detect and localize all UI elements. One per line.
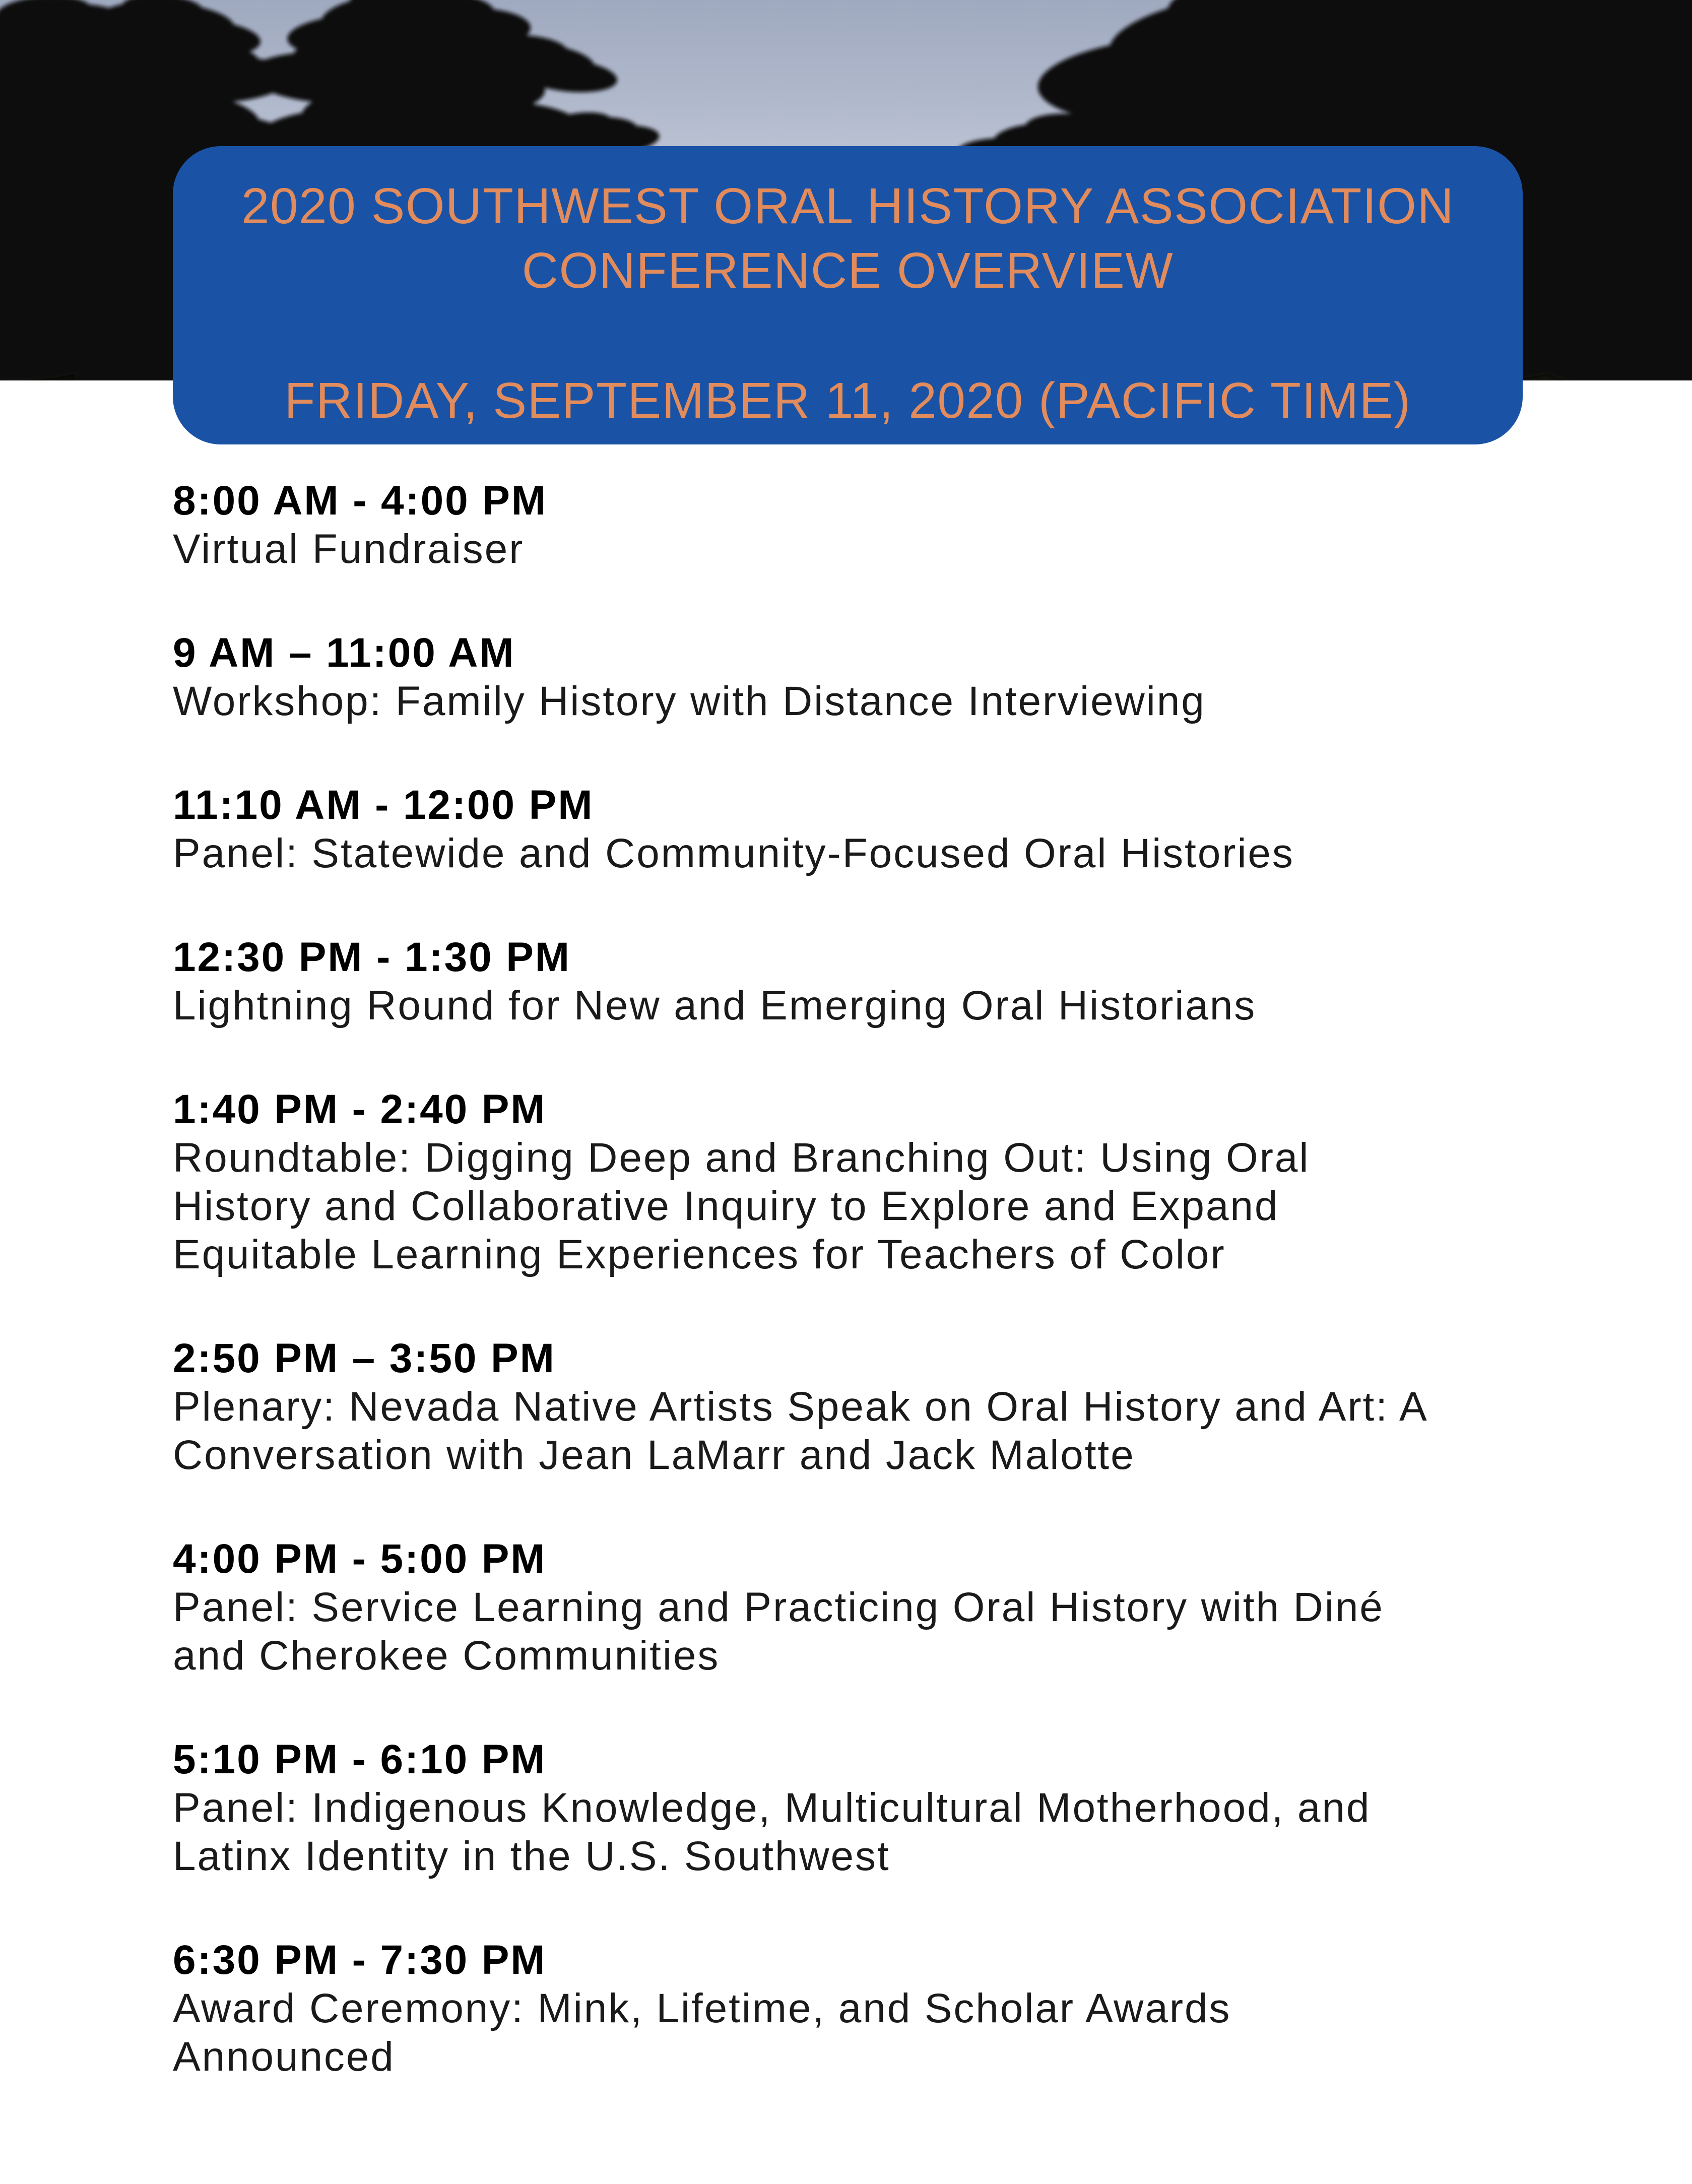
event-title-line: Plenary: Nevada Native Artists Speak on Oral History and Art: A [173,1384,1428,1430]
schedule-event [173,781,1553,878]
event-title-line: Conversation with Jean LaMarr and Jack Malotte [173,1432,1135,1478]
event-title-line: Latinx Identity in the U.S. Southwest [173,1833,890,1879]
event-time-range: 5:10 PM - 6:10 PM [173,1737,547,1782]
event-time-range: 9 AM – 11:00 AM [173,630,515,676]
event-title-line: Workshop: Family History with Distance Interviewing [173,678,1206,724]
event-time-range: 12:30 PM - 1:30 PM [173,934,571,980]
schedule-event [173,477,1553,573]
event-title-line: Announced [173,2034,395,2080]
event-time-range: 1:40 PM - 2:40 PM [173,1086,547,1132]
event-title-line: and Cherokee Communities [173,1633,720,1679]
event-time-range: 8:00 AM - 4:00 PM [173,478,547,524]
event-title-line: History and Collaborative Inquiry to Explore and Expand [173,1183,1279,1229]
event-title-line: Roundtable: Digging Deep and Branching Out: Using Oral [173,1135,1310,1181]
event-time-range: 2:50 PM – 3:50 PM [173,1335,556,1381]
event-title-line: Equitable Learning Experiences for Teachers of Color [173,1232,1226,1277]
event-title-line: Panel: Statewide and Community-Focused Oral Histories [173,830,1294,876]
event-time-range: 11:10 AM - 12:00 PM [173,782,594,828]
schedule-event [173,933,1553,1030]
schedule-event [173,1334,1553,1480]
schedule-event [173,1736,1553,1881]
event-title-line: Panel: Indigenous Knowledge, Multicultural Motherhood, and [173,1785,1371,1831]
schedule-list [173,477,1553,2137]
schedule-event [173,1535,1553,1680]
banner-title-line: 2020 SOUTHWEST ORAL HISTORY ASSOCIATION [241,178,1455,234]
event-title-line: Award Ceremony: Mink, Lifetime, and Scholar Awards [173,1985,1231,2031]
schedule-event [173,1936,1553,2081]
banner-title [173,174,1523,303]
banner-title-line: CONFERENCE OVERVIEW [522,242,1174,299]
event-time-range: 6:30 PM - 7:30 PM [173,1937,547,1983]
event-time-range: 4:00 PM - 5:00 PM [173,1536,547,1582]
schedule-event [173,1085,1553,1279]
schedule-event [173,629,1553,726]
event-title-line: Panel: Service Learning and Practicing Oral History with Diné [173,1584,1384,1630]
event-title-line: Virtual Fundraiser [173,526,525,572]
title-banner [173,146,1523,444]
event-title-line: Lightning Round for New and Emerging Oral Historians [173,983,1257,1029]
banner-subtitle: FRIDAY, SEPTEMBER 11, 2020 (PACIFIC TIME) [284,372,1411,429]
